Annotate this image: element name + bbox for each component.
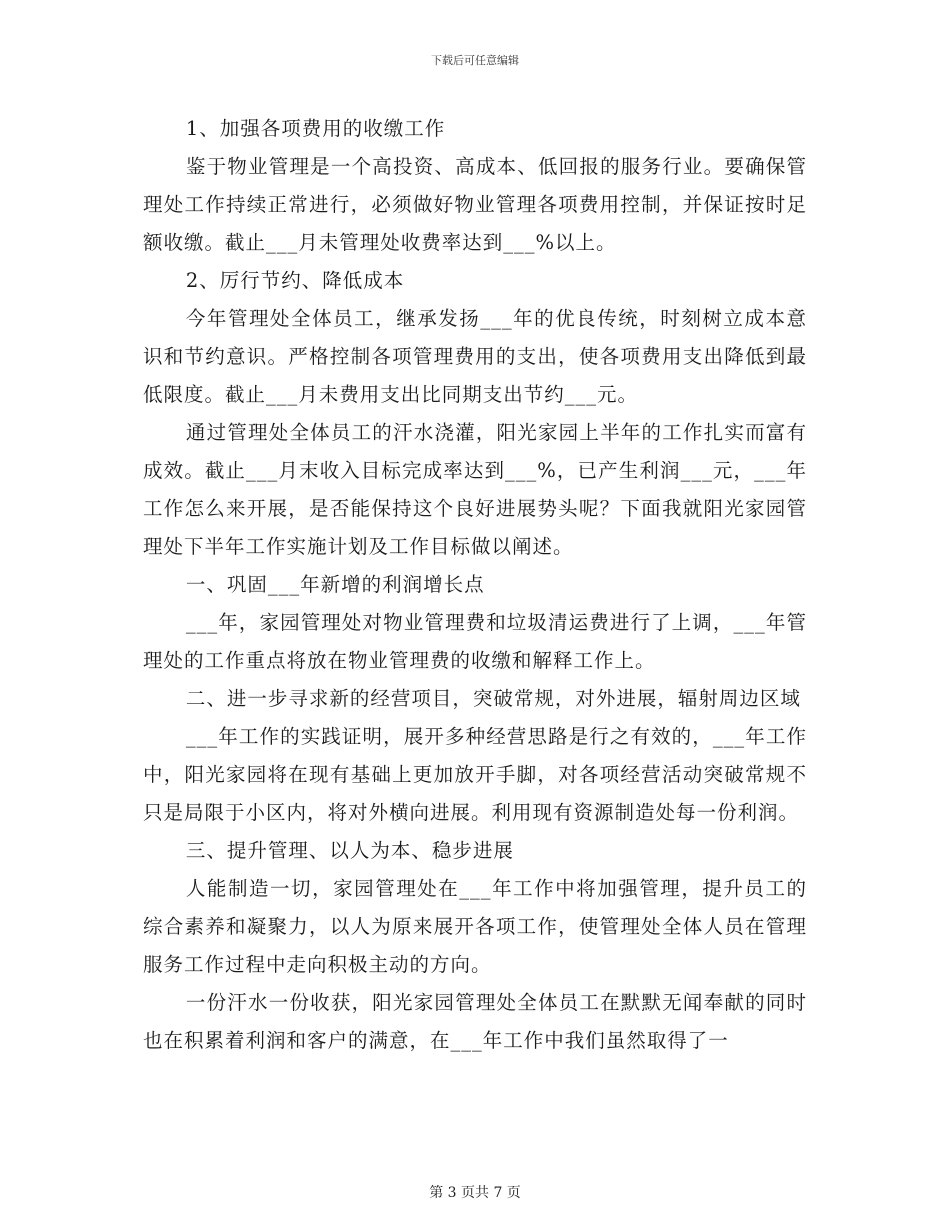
paragraph: 人能制造一切，家园管理处在___年工作中将加强管理，提升员工的综合素养和凝聚力，以人为原来展开各项工作，使管理处全体人员在管理服务工作过程中走向积极主动的方向。 xyxy=(143,877,807,976)
paragraph: ___年，家园管理处对物业管理费和垃圾清运费进行了上调，___年管理处的工作重点将放在物业管理费的收缴和解释工作上。 xyxy=(143,611,807,672)
paragraph: 鉴于物业管理是一个高投资、高成本、低回报的服务行业。要确保管理处工作持续正常进行，必须做好物业管理各项费用控制，并保证按时足额收缴。截止___月未管理处收费率达到___%以上。 xyxy=(143,155,807,254)
section-heading-three: 三、提升管理、以人为本、稳步进展 xyxy=(185,839,514,862)
document-body xyxy=(143,110,807,1060)
paragraph: ___年工作的实践证明，展开多种经营思路是行之有效的，___年工作中，阳光家园将在现有基础上更加放开手脚，对各项经营活动突破常规不只是局限于小区内，将对外横向进展。利用现有资源制造处每一份利润。 xyxy=(143,725,807,824)
paragraph: 通过管理处全体员工的汗水浇灌，阳光家园上半年的工作扎实而富有成效。截止___月末收入目标完成率达到___%，已产生利润___元，___年工作怎么来开展，是否能保持这个良好进展势头呢？下面我就阳光家园管理处下半年工作实施计划及工作目标做以阐述。 xyxy=(143,421,807,558)
paragraph: 一份汗水一份收获，阳光家园管理处全体员工在默默无闻奉献的同时也在积累着利润和客户的满意，在___年工作中我们虽然取得了一 xyxy=(143,991,807,1052)
page-number: 第 3 页共 7 页 xyxy=(429,1185,521,1201)
page-header: 下载后可任意编辑 xyxy=(431,54,519,67)
section-heading-1: 1、加强各项费用的收缴工作 xyxy=(185,117,446,140)
section-heading-2: 2、厉行节约、降低成本 xyxy=(185,269,405,292)
paragraph: 今年管理处全体员工，继承发扬___年的优良传统，时刻树立成本意识和节约意识。严格控制各项管理费用的支出，使各项费用支出降低到最低限度。截止___月未费用支出比同期支出节约___元。 xyxy=(143,307,807,406)
section-heading-two: 二、进一步寻求新的经营项目，突破常规，对外进展，辐射周边区域 xyxy=(185,687,801,710)
section-heading-one: 一、巩固___年新增的利润增长点 xyxy=(185,573,485,596)
